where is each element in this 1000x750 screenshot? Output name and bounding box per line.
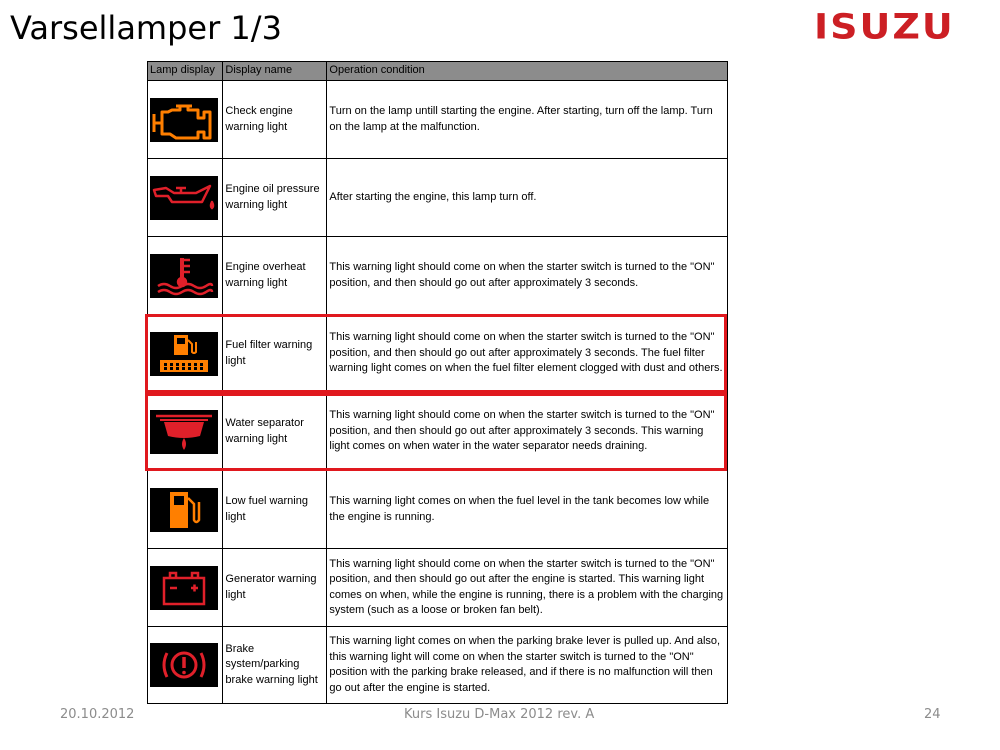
display-name-cell: Check engine warning light [223, 81, 327, 159]
operation-condition-cell: This warning light should come on when the starter switch is turned to the "ON" position, and then should go out after the engine is started. This warning light comes on when, while the engine is running, there is a problem with the charging system (such as a loose or broken fan belt). [327, 549, 728, 627]
highlight-water-separator-row [145, 393, 727, 471]
lamp-display-cell [148, 159, 223, 237]
footer-course: Kurs Isuzu D-Max 2012 rev. A [404, 707, 595, 722]
table-row [148, 237, 728, 315]
header-lamp-display: Lamp display [148, 62, 223, 81]
operation-condition-cell: This warning light should come on when the starter switch is turned to the "ON" position, and then should go out after approximately 3 seconds. This warning light comes on when water in the water separator needs draining. [327, 393, 728, 471]
brake-icon [150, 643, 218, 687]
display-name-cell: Engine overheat warning light [223, 237, 327, 315]
display-name-cell: Low fuel warning light [223, 471, 327, 549]
display-name-cell: Engine oil pressure warning light [223, 159, 327, 237]
highlight-fuel-filter-row [145, 314, 727, 393]
table-row [148, 471, 728, 549]
oil-can-icon [150, 176, 218, 220]
slide-title: Varsellamper 1/3 [10, 9, 282, 47]
fuel-pump-icon [150, 488, 218, 532]
operation-condition-cell: This warning light should come on when the starter switch is turned to the "ON" position, and then should go out after approximately 3 seconds. [327, 237, 728, 315]
display-name-cell: Water separator warning light [223, 393, 327, 471]
isuzu-logo: ISUZU [814, 6, 955, 47]
battery-icon [150, 566, 218, 610]
display-name-cell: Brake system/parking brake warning light [223, 627, 327, 704]
header-operation-condition: Operation condition [327, 62, 728, 81]
header-display-name: Display name [223, 62, 327, 81]
lamp-display-cell [148, 549, 223, 627]
table-header-row [148, 62, 728, 81]
lamp-display-cell [148, 81, 223, 159]
footer-page-number: 24 [924, 707, 941, 722]
thermometer-icon [150, 254, 218, 298]
operation-condition-cell: Turn on the lamp untill starting the engine. After starting, turn off the lamp. Turn on the lamp at the malfunction. [327, 81, 728, 159]
lamp-display-cell [148, 627, 223, 704]
operation-condition-cell: This warning light comes on when the parking brake lever is pulled up. And also, this warning light will come on when the starter switch is turned to the "ON" position with the parking brake released, and if there is no malfunction will then go out after the engine is started. [327, 627, 728, 704]
operation-condition-cell: This warning light comes on when the fuel level in the tank becomes low while the engine is running. [327, 471, 728, 549]
operation-condition-cell: After starting the engine, this lamp turn off. [327, 159, 728, 237]
check-engine-icon [150, 98, 218, 142]
lamp-display-cell [148, 471, 223, 549]
table-row [148, 81, 728, 159]
table-row [148, 549, 728, 627]
footer-date: 20.10.2012 [60, 707, 135, 722]
display-name-cell: Generator warning light [223, 549, 327, 627]
table-row [148, 159, 728, 237]
lamp-display-cell [148, 237, 223, 315]
display-name-cell: Fuel filter warning light [223, 315, 327, 393]
table-row [148, 627, 728, 704]
operation-condition-cell: This warning light should come on when the starter switch is turned to the "ON" position, and then should go out after approximately 3 seconds. The fuel filter warning light comes on when the fuel filter element clogged with dust and others. [327, 315, 728, 393]
